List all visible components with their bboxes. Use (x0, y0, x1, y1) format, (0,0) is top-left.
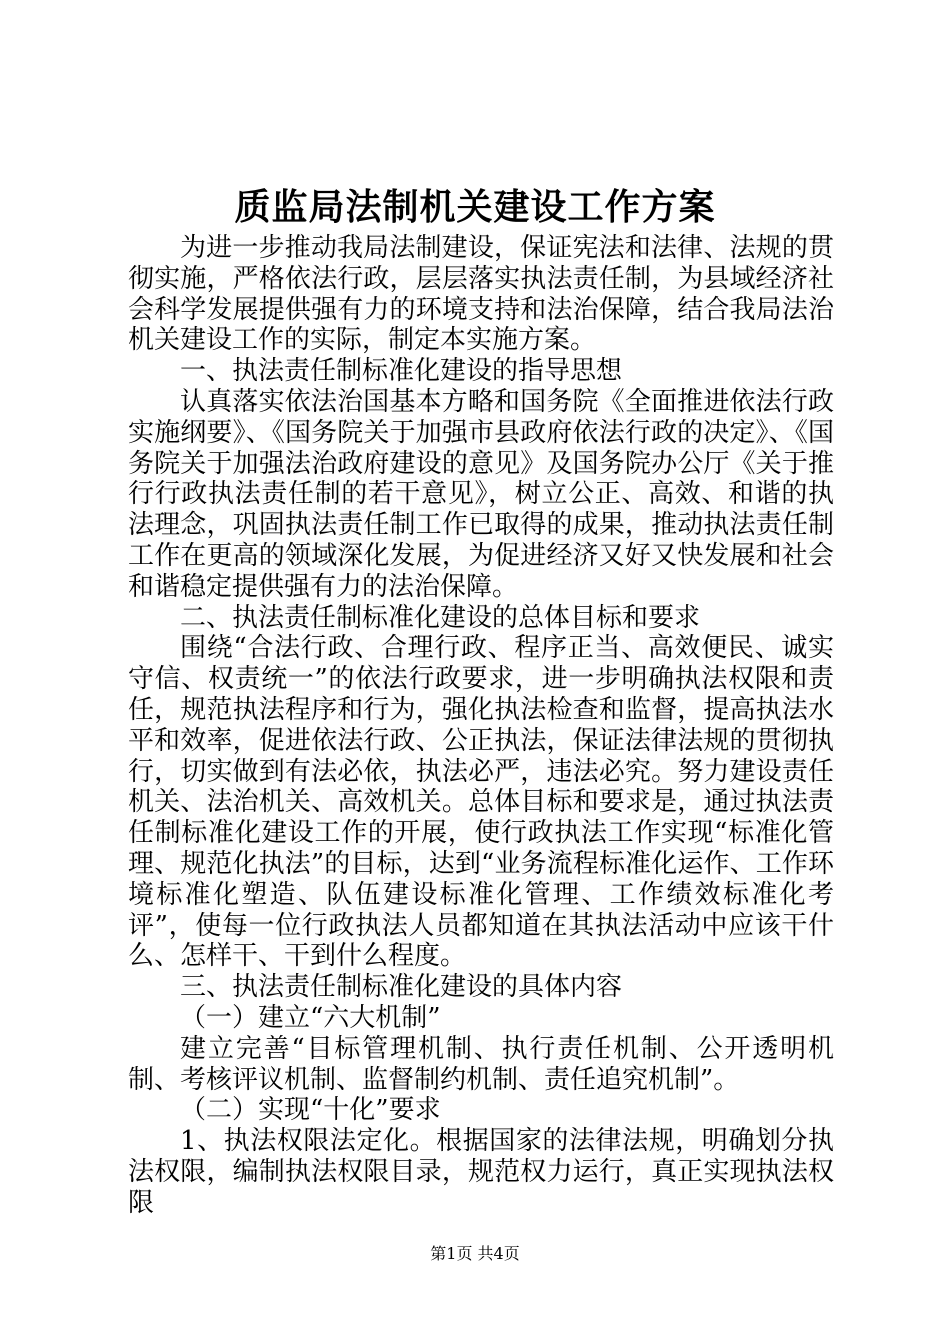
document-title: 质监局法制机关建设工作方案 (234, 186, 716, 228)
paragraph-item-1: 1、执法权限法定化。根据国家的法律法规，明确划分执法权限，编制执法权限目录，规范权力运行，真正实现执法权限 (128, 1126, 834, 1218)
paragraph-overall-goals: 围绕“合法行政、合理行政、程序正当、高效便民、诚实守信、权责统一”的依法行政要求，进一步明确执法权限和责任，规范执法程序和行为，强化执法检查和监督，提高执法水平和效率，促进依法行政、公正执法，保证法律法规的贯彻执行，切实做到有法必依，执法必严，违法必究。努力建设责任机关、法治机关、高效机关。总体目标和要求是，通过执法责任制标准化建设工作的开展，使行政执法工作实现“标准化管理、规范化执法”的目标，达到“业务流程标准化运作、工作环境标准化塑造、队伍建设标准化管理、工作绩效标准化考评”，使每一位行政执法人员都知道在其执法活动中应该干什么、怎样干、干到什么程度。 (128, 633, 834, 972)
paragraph-six-mechanisms: 建立完善“目标管理机制、执行责任机制、公开透明机制、考核评议机制、监督制约机制、责任追究机制”。 (128, 1033, 834, 1095)
paragraph-guiding-ideology: 认真落实依法治国基本方略和国务院《全面推进依法行政实施纲要》、《国务院关于加强市县政府依法行政的决定》、《国务院关于加强法治政府建设的意见》及国务院办公厅《关于推行行政执法责任制的若干意见》，树立公正、高效、和谐的执法理念，巩固执法责任制工作已取得的成果，推动执法责任制工作在更高的领域深化发展，为促进经济又好又快发展和社会和谐稳定提供强有力的法治保障。 (128, 386, 834, 602)
heading-overall-goals: 二、执法责任制标准化建设的总体目标和要求 (180, 602, 701, 633)
heading-specific-content: 三、执法责任制标准化建设的具体内容 (180, 972, 623, 1003)
heading-guiding-ideology: 一、执法责任制标准化建设的指导思想 (180, 356, 623, 387)
page-footer: 第1页 共4页 (430, 1244, 520, 1263)
subheading-ten-requirements: （二）实现“十化”要求 (180, 1095, 441, 1126)
document-body (128, 233, 834, 1219)
paragraph-intro: 为进一步推动我局法制建设，保证宪法和法律、法规的贯彻实施，严格依法行政，层层落实执法责任制，为县域经济社会科学发展提供强有力的环境支持和法治保障，结合我局法治机关建设工作的实际，制定本实施方案。 (128, 233, 834, 356)
subheading-six-mechanisms: （一）建立“六大机制” (180, 1002, 441, 1033)
